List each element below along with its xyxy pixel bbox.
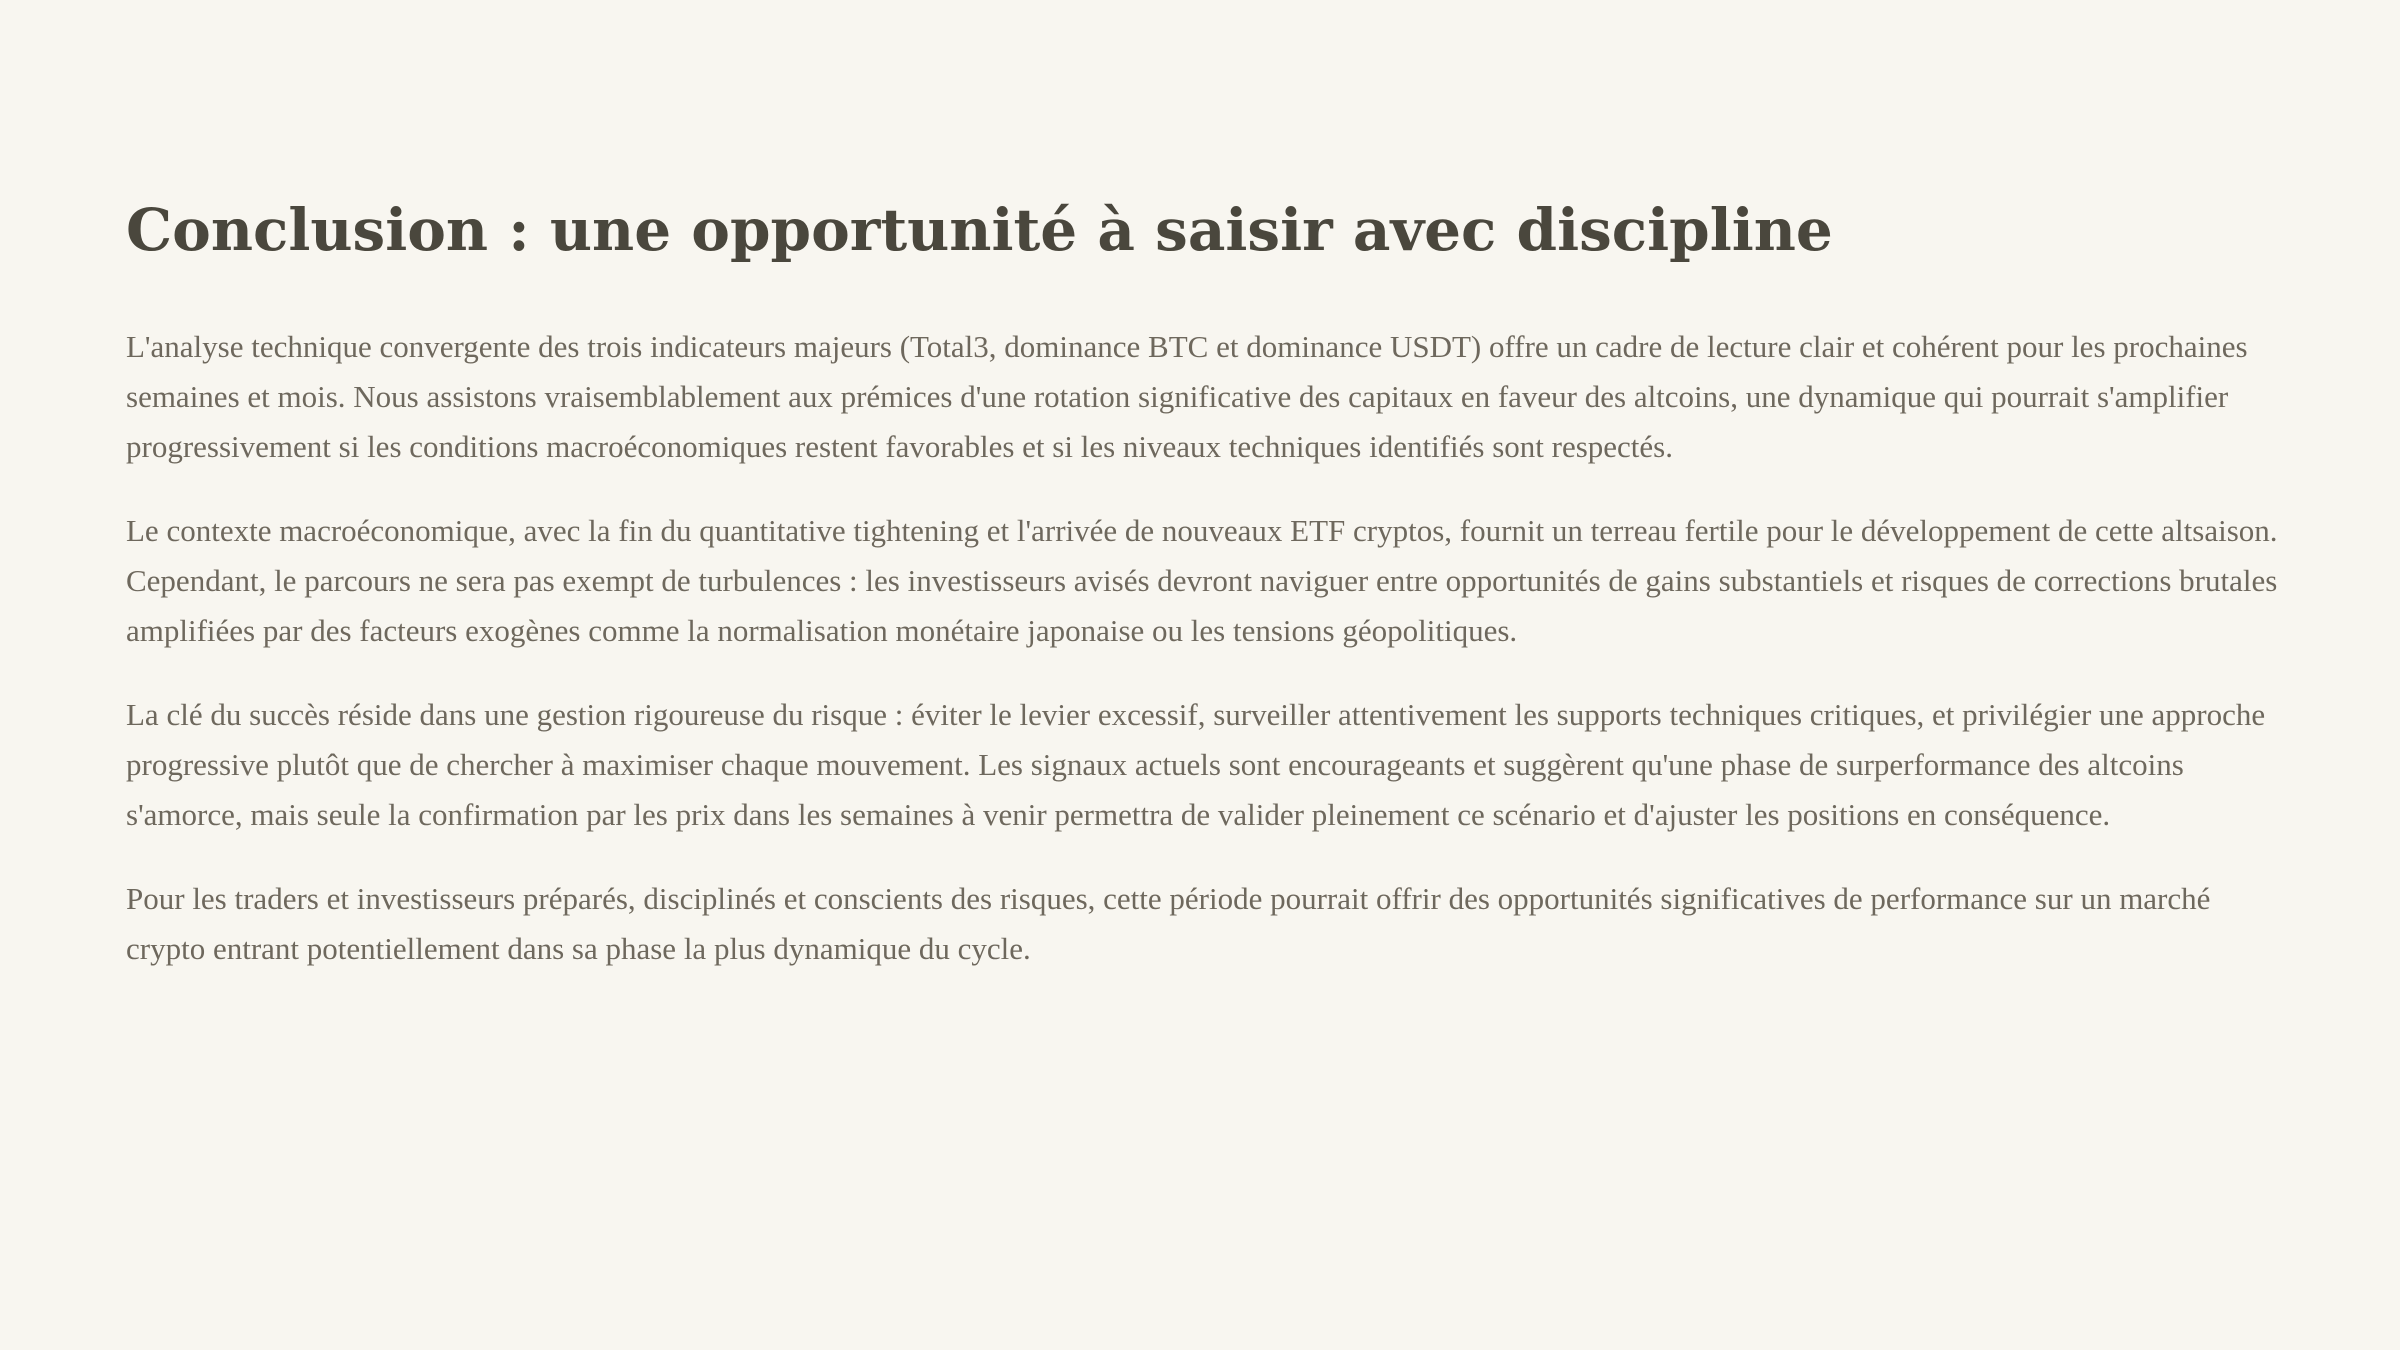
paragraph-3: La clé du succès réside dans une gestion rigoureuse du risque : éviter le levier excessif, surveiller attentivement les supports techniques critiques, et privilégier une approche progressive plutôt que de chercher à maximiser chaque mouvement. Les signaux actuels sont encourageants et suggèrent qu'une phase de surperformance des altcoins s'amorce, mais seule la confirmation par les prix dans les semaines à venir permettra de valider pleinement ce scénario et d'ajuster les positions en conséquence. bbox=[126, 697, 2266, 832]
article-body bbox=[126, 322, 2286, 974]
paragraph-1: L'analyse technique convergente des trois indicateurs majeurs (Total3, dominance BTC et dominance USDT) offre un cadre de lecture clair et cohérent pour les prochaines semaines et mois. Nous assistons vraisemblablement aux prémices d'une rotation significative des capitaux en faveur des altcoins, une dynamique qui pourrait s'amplifier progressivement si les conditions macroéconomiques restent favorables et si les niveaux techniques identifiés sont respectés. bbox=[126, 329, 2248, 464]
paragraph-2: Le contexte macroéconomique, avec la fin du quantitative tightening et l'arrivée de nouveaux ETF cryptos, fournit un terreau fertile pour le développement de cette altsaison. Cependant, le parcours ne sera pas exempt de turbulences : les investisseurs avisés devront naviguer entre opportunités de gains substantiels et risques de corrections brutales amplifiées par des facteurs exogènes comme la normalisation monétaire japonaise ou les tensions géopolitiques. bbox=[126, 513, 2278, 648]
page-title: Conclusion : une opportunité à saisir avec discipline bbox=[126, 196, 1833, 264]
paragraph-4: Pour les traders et investisseurs préparés, disciplinés et conscients des risques, cette période pourrait offrir des opportunités significatives de performance sur un marché crypto entrant potentiellement dans sa phase la plus dynamique du cycle. bbox=[126, 881, 2211, 966]
article bbox=[126, 188, 2286, 1008]
